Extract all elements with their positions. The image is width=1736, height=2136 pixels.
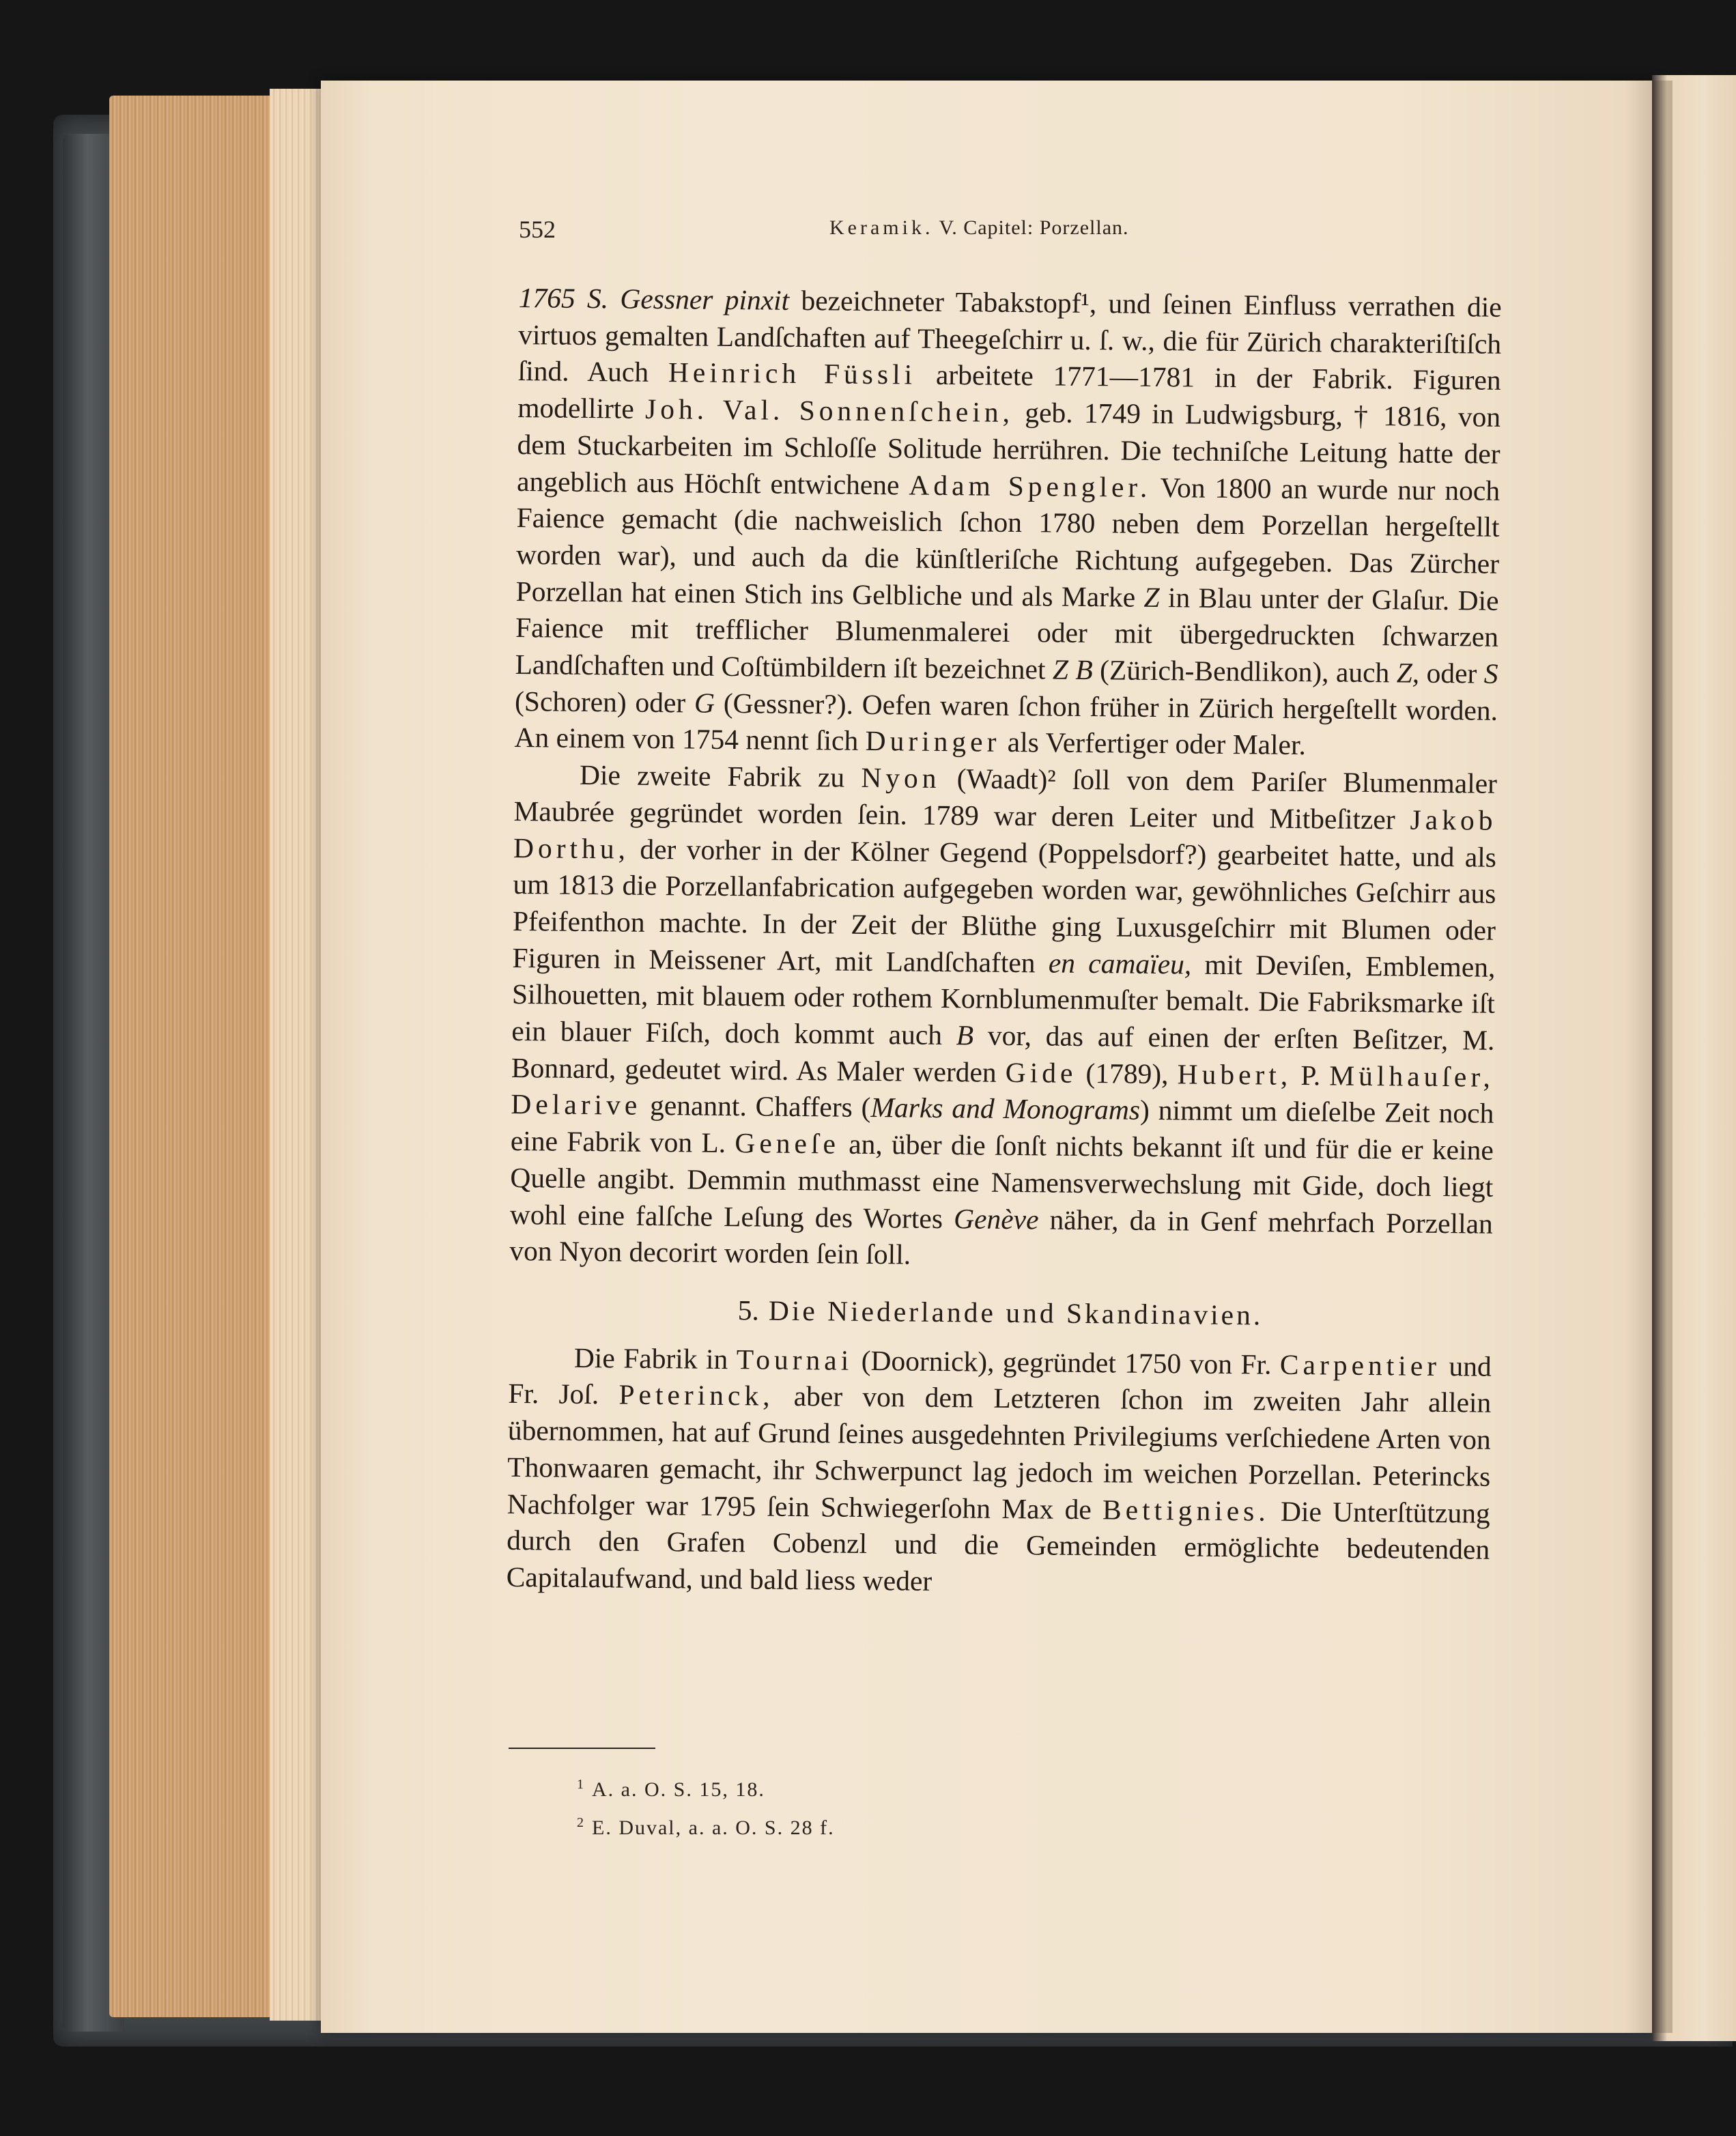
text-run: geb. 1749 in Ludwigsburg, † 1816, von dem Stuckarbeiten im Schloſſe Solitude herrühren. Die techniſche Leitung hatte der angeblich aus Höchſt entwichene <box>516 397 1501 501</box>
gutter-shadow <box>1625 81 1673 2033</box>
text-run: der vorher in der Kölner Gegend (Poppelsdorf?) gearbeitet hatte, und als um 1813 die Porzellanfabrication aufgegeben worden war, gewöhnliches Geſchirr aus Pfeifenthon machte. In der Zeit der Blüthe ging Luxusgeſchirr mit Blumen oder Figuren in Meissener Art, mit Landſchaften <box>512 833 1497 979</box>
footnotes <box>577 1768 1191 1845</box>
spaced-name: Carpentier <box>1279 1348 1441 1382</box>
text-run: vor, das auf einen der erſten Beſitzer, M. Bonnard, gedeutet wird. As Maler werden <box>511 1019 1495 1088</box>
spaced-name: Duringer <box>865 725 1001 758</box>
spaced-name: Peterinck, <box>618 1378 774 1412</box>
page-number: 552 <box>519 216 556 243</box>
mark-letter: G <box>694 687 715 719</box>
paragraph-3 <box>506 1339 1492 1606</box>
text-run: (Gessner?). Oefen waren ſchon früher in Zürich hergeſtellt worden. An einem von 1754 nennt ſich <box>514 687 1498 757</box>
running-head-prefix: Keramik. <box>829 216 934 239</box>
text-run: (Waadt)² ſoll von dem Pariſer Blumenmaler Maubrée gegründet worden ſein. 1789 war deren Leiter und Mitbeſitzer <box>513 763 1498 836</box>
footnote-marker: 1 <box>577 1777 585 1792</box>
text-run: bezeichneter Tabakstopf¹, und ſeinen Einfluss verrathen die virtuos gemalten Landſchaften auf Theegeſchirr u. ſ. w., die für Zürich charakteriſtiſch ſind. Auch <box>517 284 1502 388</box>
text-run: Von 1800 an wurde nur noch Faience gemacht (die nachweislich ſchon 1780 neben dem Porzellan hergeſtellt worden war), und auch da die künſtleriſche Richtung aufgegeben. Das Zürcher Porzellan hat einen Stich ins Gelbliche und als Marke <box>515 471 1500 613</box>
footnote-1 <box>577 1768 1191 1806</box>
running-head-suffix: V. Capitel: Porzellan. <box>939 216 1129 239</box>
text-run: (Schoren) oder <box>514 685 695 719</box>
text-run: ) nimmt um dieſelbe Zeit noch eine Fabrik von L. <box>510 1094 1494 1159</box>
page-block-edges-light <box>270 89 324 2021</box>
text-run: (Doornick), gegründet 1750 von Fr. <box>853 1344 1281 1380</box>
footnote-text: A. a. O. S. 15, 18. <box>592 1778 765 1801</box>
paragraph-2 <box>509 756 1497 1279</box>
spaced-name: Geneſe <box>735 1127 840 1160</box>
mark-letter: S <box>1483 657 1498 689</box>
spaced-name: Gide <box>1005 1056 1077 1089</box>
spaced-name: Tournai <box>736 1343 853 1376</box>
spaced-name: Nyon <box>861 761 941 795</box>
spaced-name: Joh. Val. Sonnenſchein, <box>644 393 1014 429</box>
text-run: (Zürich-Bendlikon), auch <box>1092 654 1397 689</box>
text-run: P. <box>1292 1059 1330 1092</box>
spaced-name: Jakob Dorthu, <box>513 803 1497 865</box>
italic-phrase: Genève <box>953 1202 1039 1235</box>
spaced-name: Bettignies. <box>1102 1493 1270 1527</box>
spaced-name: Adam Spengler. <box>909 469 1152 503</box>
text-run: aber von dem Letzteren ſchon im zweiten Jahr allein übernommen, hat auf Grund ſeines ausgedehnten Privilegiums verſchiedene Arten von Thonwaaren gemacht, ihr Schwerpunct lag jedoch im weichen Porzellan. Peterincks Nachfolger war 1795 ſein Schwiegerſohn Max de <box>507 1380 1492 1525</box>
italic-phrase: en camaïeu, <box>1048 947 1192 980</box>
mark-letter: Z <box>1143 581 1160 613</box>
section-heading <box>509 1290 1492 1337</box>
mark-letter: Z B <box>1052 653 1093 686</box>
spaced-name: Delarive <box>511 1088 642 1122</box>
section-number: 5. <box>737 1294 760 1326</box>
text-run: an, über die ſonſt nichts bekannt iſt und für die er keine Quelle angibt. Demmin muthmasst eine Namensverwechslung mit Gide, doch liegt wohl eine falſche Leſung des Wortes <box>509 1128 1494 1234</box>
mark-letter: B <box>956 1019 974 1051</box>
italic-phrase: Marks and Monograms <box>870 1092 1141 1126</box>
italic-phrase: 1765 S. Gessner pinxit <box>518 281 790 316</box>
page-header <box>519 215 1509 249</box>
text-run: arbeitete 1771—1781 in der Fabrik. Figuren modellirte <box>517 359 1501 425</box>
spaced-name: Mülhauſer, <box>1329 1059 1495 1093</box>
footnote-rule <box>509 1748 655 1749</box>
text-run: Die Fabrik in <box>573 1341 737 1375</box>
spaced-name: Hubert, <box>1177 1058 1292 1091</box>
footnote-marker: 2 <box>577 1815 585 1830</box>
running-head <box>829 216 1129 240</box>
text-run: Die zweite Fabrik zu <box>579 759 862 793</box>
body-text <box>506 280 1501 1605</box>
text-run: näher, da in Genf mehrfach Porzellan von Nyon decorirt worden ſein ſoll. <box>509 1203 1494 1270</box>
footnote-text: E. Duval, a. a. O. S. 28 f. <box>592 1817 835 1839</box>
mark-letter: Z, <box>1396 657 1420 689</box>
footnote-2 <box>577 1806 1191 1845</box>
text-run: (1789), <box>1077 1057 1178 1090</box>
text-run: genannt. Chaffers ( <box>641 1090 871 1124</box>
section-title: Die Niederlande und Skandinavien. <box>768 1294 1264 1331</box>
text-run: als Verfertiger oder Maler. <box>1000 726 1307 761</box>
text-run: oder <box>1419 657 1485 689</box>
text-run: in Blau unter der Glaſur. Die Faience mit trefflicher Blumenmalerei oder mit übergedruckten ſchwarzen Landſchaften und Coſtümbildern iſt bezeichnet <box>515 581 1499 685</box>
text-run: und Fr. Joſ. <box>508 1350 1492 1410</box>
text-run: mit Deviſen, Emblemen, Silhouetten, mit blauem oder rothem Kornblumenmuſter bemalt. Die Fabriksmarke iſt ein blauer Fiſch, doch kommt auch <box>511 948 1496 1051</box>
paragraph-1 <box>514 280 1502 766</box>
text-run: Die Unterſtützung durch den Grafen Cobenzl und die Gemeinden ermöglichte bedeutenden Capitalaufwand, und bald liess weder <box>506 1495 1490 1597</box>
spaced-name: Heinrich Füssli <box>668 356 917 390</box>
